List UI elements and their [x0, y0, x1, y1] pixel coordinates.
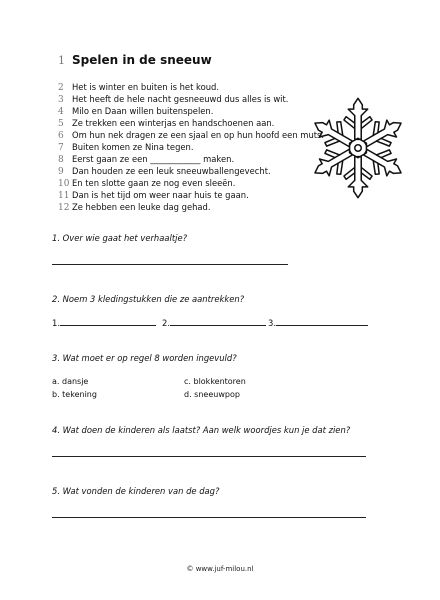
option-a[interactable]: a. dansje [52, 377, 89, 386]
story-line [58, 166, 324, 178]
line-number: 11 [58, 191, 70, 201]
title-line-number: 1 [58, 54, 65, 67]
line-number: 12 [58, 203, 70, 213]
line-number: 7 [58, 143, 64, 153]
line-number: 3 [58, 95, 64, 105]
answer-line-5[interactable] [52, 517, 366, 518]
blank-2-label: 2. [162, 318, 170, 328]
option-b[interactable]: b. tekening [52, 390, 97, 399]
line-number: 8 [58, 155, 64, 165]
story-line [58, 94, 324, 106]
question-5: 5. Wat vonden de kinderen van de dag? [52, 486, 220, 496]
answer-line-1[interactable] [52, 264, 288, 265]
line-text: Eerst gaan ze een ____________ maken. [72, 154, 235, 164]
story-line [58, 178, 324, 190]
line-text: Het heeft de hele nacht gesneeuwd dus alles is wit. [72, 94, 289, 104]
line-number: 4 [58, 107, 64, 117]
question-3: 3. Wat moet er op regel 8 worden ingevuld? [52, 353, 237, 363]
option-c[interactable]: c. blokkentoren [184, 377, 246, 386]
line-text: En ten slotte gaan ze nog even sleeën. [72, 178, 236, 188]
question-1: 1. Over wie gaat het verhaaltje? [52, 233, 188, 243]
line-number: 9 [58, 167, 64, 177]
story-line [58, 190, 324, 202]
page-title: Spelen in de sneeuw [72, 53, 212, 67]
story-line [58, 82, 324, 94]
blank-3-label: 3. [268, 318, 276, 328]
story-line [58, 142, 324, 154]
question-4: 4. Wat doen de kinderen als laatst? Aan welk woordjes kun je dat zien? [52, 425, 351, 435]
title-row [58, 53, 212, 67]
line-text: Het is winter en buiten is het koud. [72, 82, 219, 92]
line-number: 10 [58, 179, 70, 189]
line-text: Om hun nek dragen ze een sjaal en op hun hoofd een muts. [72, 130, 325, 140]
line-text: Ze hebben een leuke dag gehad. [72, 202, 211, 212]
option-d[interactable]: d. sneeuwpop [184, 390, 240, 399]
line-text: Dan houden ze een leuk sneeuwballengevecht. [72, 166, 271, 176]
answer-line-4[interactable] [52, 456, 366, 457]
question-2: 2. Noem 3 kledingstukken die ze aantrekken? [52, 294, 245, 304]
story-line [58, 118, 324, 130]
story-line [58, 154, 324, 166]
line-text: Milo en Daan willen buitenspelen. [72, 106, 214, 116]
line-number: 6 [58, 131, 64, 141]
line-text: Dan is het tijd om weer naar huis te gaan. [72, 190, 249, 200]
line-number: 5 [58, 119, 64, 129]
story-lines [58, 82, 324, 214]
story-line [58, 106, 324, 118]
blank-1-label: 1. [52, 318, 60, 328]
footer-credit: © www.juf-milou.nl [186, 565, 254, 573]
snowflake-icon [304, 94, 412, 202]
line-text: Ze trekken een winterjas en handschoenen aan. [72, 118, 275, 128]
line-text: Buiten komen ze Nina tegen. [72, 142, 194, 152]
blank-1[interactable] [52, 317, 156, 328]
blank-2[interactable] [162, 317, 266, 328]
story-line [58, 202, 324, 214]
line-number: 2 [58, 83, 64, 93]
story-line [58, 130, 324, 142]
blank-3[interactable] [268, 317, 368, 328]
